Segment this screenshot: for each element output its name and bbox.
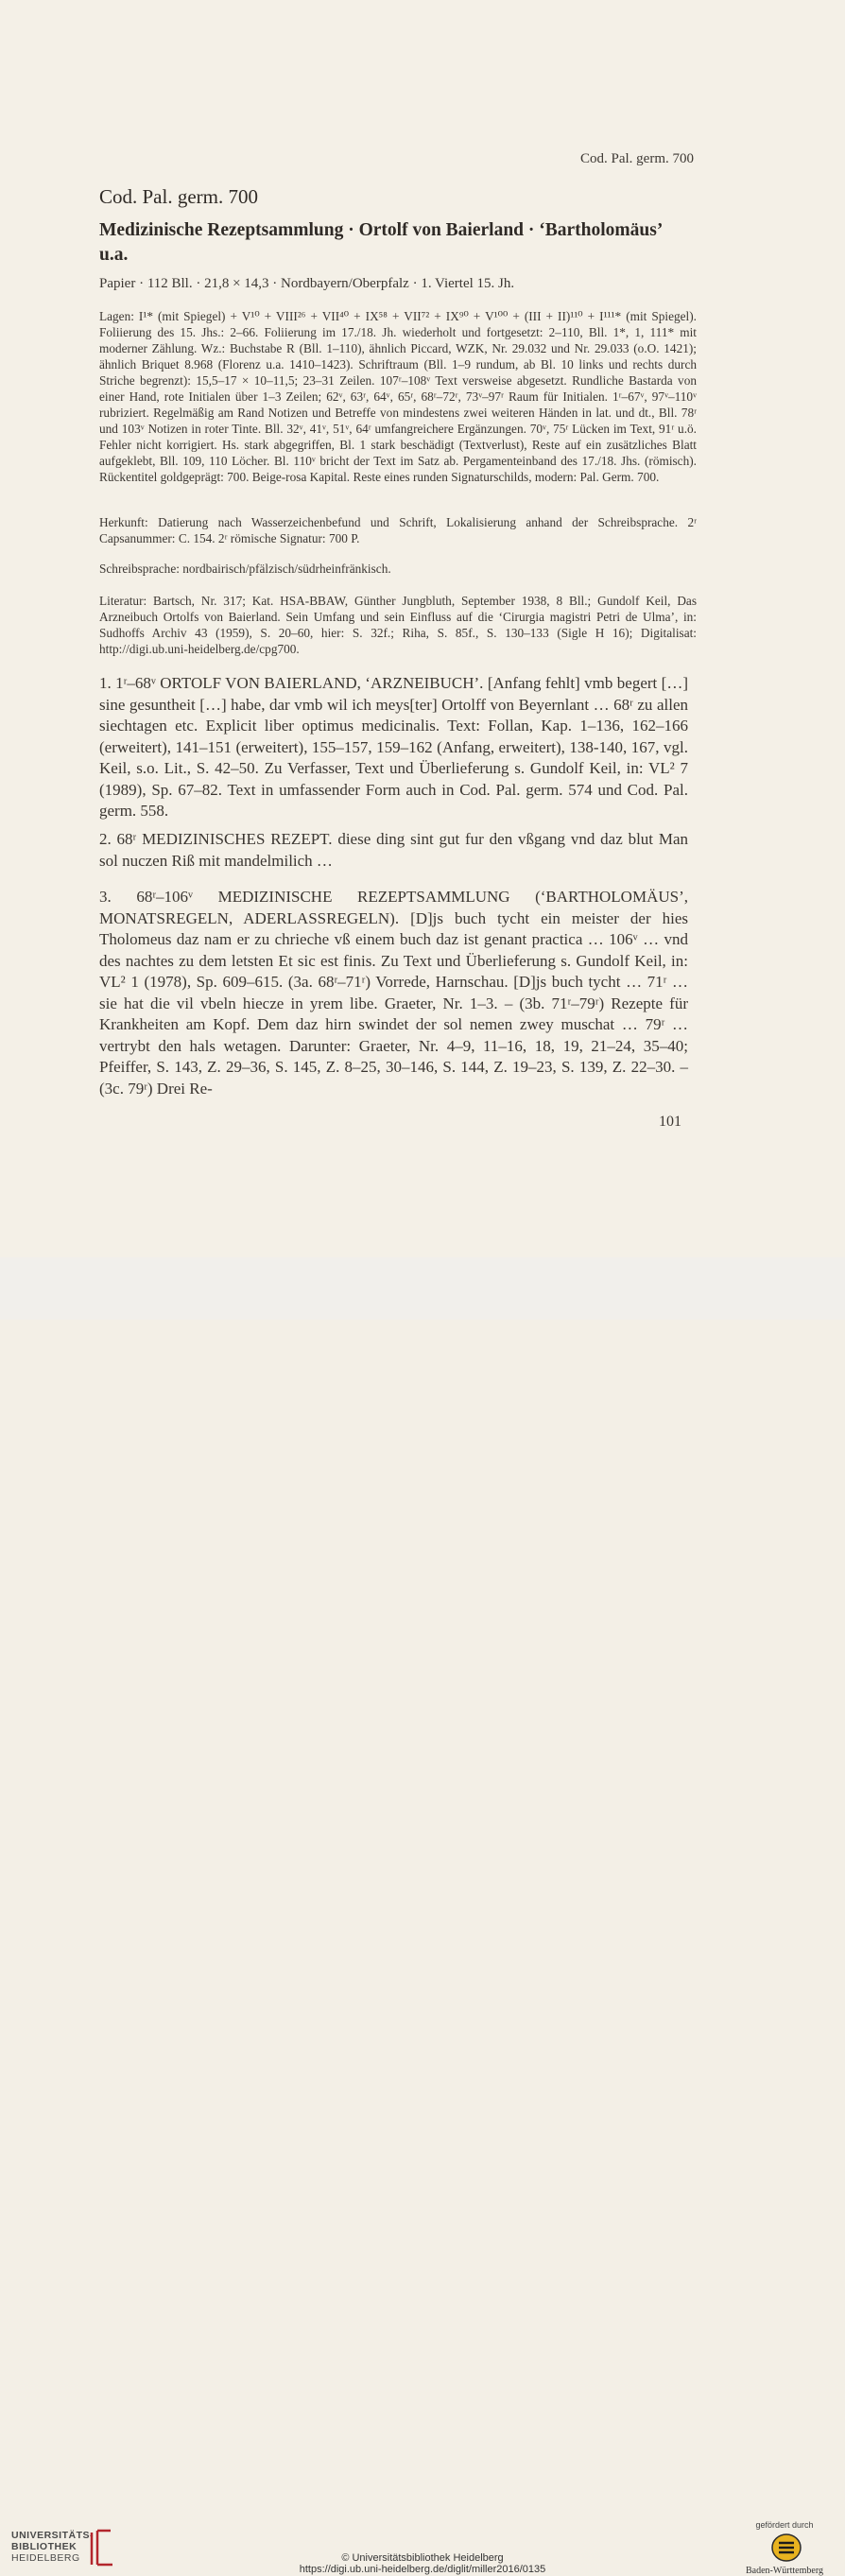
- library-name-line: UNIVERSITÄTS-: [11, 2530, 95, 2541]
- funding-state-name: Baden-Württemberg: [745, 2566, 823, 2576]
- document-page: [0, 0, 845, 1257]
- library-name-line: HEIDELBERG: [11, 2552, 80, 2564]
- viewer-footer: [0, 1257, 845, 2576]
- page-number: 101: [659, 1114, 681, 1130]
- permalink[interactable]: https://digi.ub.uni-heidelberg.de/diglit/miller2016/0135: [299, 2564, 546, 2575]
- language-paragraph: Schreibsprache: nordbairisch/pfälzisch/südrheinfränkisch.: [99, 562, 391, 576]
- content-item-3: 3. 68ʳ–106ᵛ MEDIZINISCHE REZEPTSAMMLUNG (‘BARTHOLOMÄUS’, MONATSREGELN, ADERLASSREGELN). [D]js buch tycht ein meister der hies Tholomeus daz nam er zu chrieche vß einem buch daz ist genant practica … 106ᵛ … vnd des nachtes zu dem letsten Et sic est finis. Zu Text und Überlieferung s. Gundolf Keil, in: VL² 1 (1978), Sp. 609–615. (3a. 68ʳ–71ʳ) Vorrede, Harnschau. [D]js buch tycht … 71ʳ … sie hat die vil vbeln hiecze in yrem libe. Graeter, Nr. 1–3. – (3b. 71ʳ–79ʳ) Rezepte für Krankheiten am Kopf. Dem daz hirn swindet der sol nemen zwey muschat … 79ʳ … vertrybt den hals wetagen. Darunter: Graeter, Nr. 4–9, 11–16, 18, 19, 21–24, 35–40; Pfeiffer, S. 143, Z. 29–36, S. 145, Z. 8–25, 30–146, S. 144, Z. 19–23, S. 139, Z. 22–30. – (3c. 79ʳ) Drei Re-: [99, 888, 688, 1098]
- codicology-paragraph: Lagen: I¹* (mit Spiegel) + V¹⁰ + VIII²⁶ + VII⁴⁰ + IX⁵⁸ + VII⁷² + IX⁹⁰ + V¹⁰⁰ + (III + II)¹¹⁰ + I¹¹¹* (mit Spiegel). Foliierung des 15. Jhs.: 2–66. Foliierung im 17./18. Jh. wiederholt und fortgesetzt: 2–110, Bll. 1*, 1, 111* mit moderner Zählung. Wz.: Buchstabe R (Bll. 1–110), ähnlich Piccard, WZK, Nr. 29.032 und Nr. 29.033 (o.O. 1421); ähnlich Briquet 8.968 (Florenz u.a. 1410–1423). Schriftraum (Bll. 1–9 rundum, ab Bl. 10 links und rechts durch Striche begrenzt): 15,5–17 × 10–11,5; 23–31 Zeilen. 107ʳ–108ᵛ Text versweise abgesetzt. Rundliche Bastarda von einer Hand, rote Initialen über 1–3 Zeilen; 62ᵛ, 63ʳ, 64ᵛ, 65ʳ, 68ʳ–72ʳ, 73ᵛ–97ʳ Raum für Initialen. 1ʳ–67ᵛ, 97ᵛ–110ᵛ rubriziert. Regelmäßig am Rand Notizen und Betreffe von mindestens zwei weiteren Händen in lat. und dt., Bll. 78ʳ und 103ᵛ Notizen in roter Tinte. Bll. 32ᵛ, 41ᵛ, 51ᵛ, 64ʳ umfangreichere Ergänzungen. 70ᵛ, 75ʳ Lücken im Text, 91ʳ u.ö. Fehler nicht korrigiert. Hs. stark abgegriffen, Bl. 1 stark beschädigt (Textverlust), Reste auf ein zusätzliches Blatt aufgeklebt, Bll. 109, 110 Löcher. Bl. 110ᵛ bricht der Text im Satz ab. Pergamenteinband des 17./18. Jhs. (römisch). Rückentitel goldgeprägt: 700. Beige-rosa Kapital. Reste eines runden Signaturschilds, modern: Pal. Germ. 700.: [99, 309, 697, 484]
- page-title: Cod. Pal. germ. 700: [99, 185, 258, 208]
- copyright-text: © Universitätsbibliothek Heidelberg: [341, 2552, 504, 2564]
- library-name-line: BIBLIOTHEK: [11, 2541, 78, 2552]
- provenance-paragraph: Herkunft: Datierung nach Wasserzeichenbefund und Schrift, Lokalisierung anhand der Schreibsprache. 2ʳ Capsanummer: C. 154. 2ʳ römische Signatur: 700 P.: [99, 515, 697, 545]
- physical-description: Papier · 112 Bll. · 21,8 × 14,3 · Nordbayern/Oberpfalz · 1. Viertel 15. Jh.: [99, 276, 515, 291]
- content-item-2: 2. 68ʳ MEDIZINISCHES REZEPT. diese ding sint gut fur den vßgang vnd daz blut Man sol nuczen Riß mit mandelmilich …: [99, 830, 688, 870]
- page-subtitle: Medizinische Rezeptsammlung · Ortolf von Baierland · ‘Bartholomäus’ u.a.: [99, 220, 662, 265]
- literature-paragraph: Literatur: Bartsch, Nr. 317; Kat. HSA-BBAW, Günther Jungbluth, September 1938, 8 Bll.; Gundolf Keil, Das Arzneibuch Ortolfs von Baierland. Sein Umfang und sein Einfluss auf die ‘Cirurgia magistri Petri de Ulma’, in: Sudhoffs Archiv 43 (1959), S. 20–60, hier: S. 32f.; Riha, S. 85f., S. 130–133 (Sigle H 16); Digitalisat: http://digi.ub.uni-heidelberg.de/cpg700.: [99, 594, 697, 656]
- coat-of-arms-icon: [770, 2532, 802, 2564]
- copyright-block: [0, 2552, 845, 2575]
- content-item-1: 1. 1ʳ–68ᵛ ORTOLF VON BAIERLAND, ‘ARZNEIBUCH’. [Anfang fehlt] vmb begert […] sine gesuntheit […] habe, dar vmb wil ich meys[ter] Ortolff von Beyernlant … 68ʳ zu allen siechtagen etc. Explicit liber optimus medicinalis. Text: Follan, Kap. 1–136, 162–166 (erweitert), 141–151 (erweitert), 155–157, 159–162 (Anfang, erweitert), 138-140, 167, vgl. Keil, s.o. Lit., S. 42–50. Zu Verfasser, Text und Überlieferung s. Gundolf Keil, in: VL² 7 (1989), Sp. 67–82. Text in umfassender Form auch in Cod. Pal. germ. 574 und Cod. Pal. germ. 558.: [99, 674, 688, 820]
- funding-label: gefördert durch: [755, 2520, 814, 2530]
- running-head: Cod. Pal. germ. 700: [580, 151, 694, 166]
